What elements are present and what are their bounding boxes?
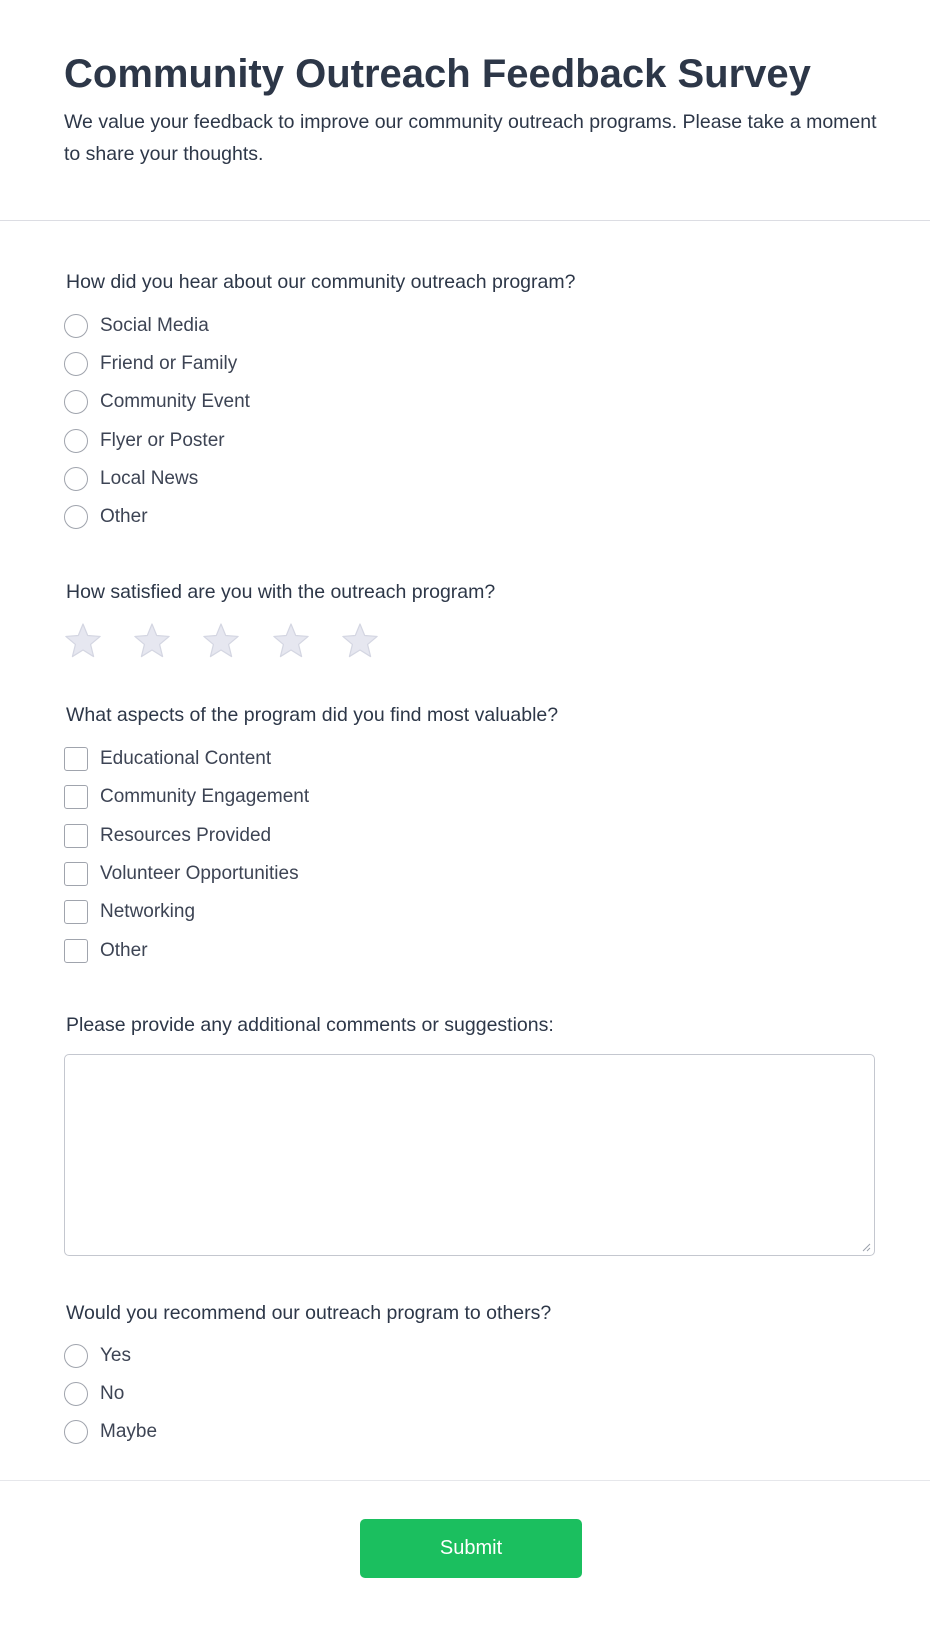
radio-button[interactable] bbox=[64, 390, 88, 414]
radio-option-heard-flyer-poster[interactable] bbox=[64, 428, 464, 454]
resize-grip-icon[interactable] bbox=[861, 1242, 871, 1252]
question-heard-about: How did you hear about our community outreach program? bbox=[66, 271, 576, 293]
option-label: Yes bbox=[100, 1345, 131, 1366]
checkbox-option-community-engagement[interactable] bbox=[64, 784, 464, 810]
radio-button[interactable] bbox=[64, 1344, 88, 1368]
checkbox[interactable] bbox=[64, 824, 88, 848]
option-label: No bbox=[100, 1383, 125, 1404]
option-label: Community Event bbox=[100, 391, 250, 412]
option-label: Friend or Family bbox=[100, 353, 238, 374]
radio-button[interactable] bbox=[64, 352, 88, 376]
star-icon-1[interactable] bbox=[64, 622, 102, 660]
radio-option-recommend-no[interactable] bbox=[64, 1381, 464, 1407]
radio-button[interactable] bbox=[64, 467, 88, 491]
option-label: Flyer or Poster bbox=[100, 430, 225, 451]
option-label: Educational Content bbox=[100, 748, 272, 769]
question-valuable-aspects: What aspects of the program did you find most valuable? bbox=[66, 704, 559, 726]
radio-button[interactable] bbox=[64, 1420, 88, 1444]
checkbox[interactable] bbox=[64, 747, 88, 771]
radio-option-heard-local-news[interactable] bbox=[64, 466, 464, 492]
option-label: Local News bbox=[100, 468, 199, 489]
comments-textarea[interactable] bbox=[64, 1054, 875, 1256]
option-label: Networking bbox=[100, 901, 196, 922]
survey-header bbox=[0, 0, 930, 221]
checkbox[interactable] bbox=[64, 862, 88, 886]
radio-button[interactable] bbox=[64, 505, 88, 529]
radio-option-heard-community-event[interactable] bbox=[64, 389, 464, 415]
footer-divider bbox=[0, 1480, 930, 1481]
checkbox-option-networking[interactable] bbox=[64, 899, 464, 925]
checkbox[interactable] bbox=[64, 900, 88, 924]
radio-option-recommend-maybe[interactable] bbox=[64, 1419, 464, 1445]
option-label: Maybe bbox=[100, 1421, 158, 1442]
checkbox-option-resources-provided[interactable] bbox=[64, 823, 464, 849]
question-recommend: Would you recommend our outreach program to others? bbox=[66, 1302, 552, 1324]
checkbox[interactable] bbox=[64, 785, 88, 809]
submit-button[interactable]: Submit bbox=[360, 1519, 582, 1578]
radio-button[interactable] bbox=[64, 1382, 88, 1406]
option-label: Social Media bbox=[100, 315, 209, 336]
survey-description: We value your feedback to improve our community outreach programs. Please take a moment to share your thoughts. bbox=[64, 111, 877, 165]
page-title: Community Outreach Feedback Survey bbox=[64, 52, 811, 96]
radio-button[interactable] bbox=[64, 429, 88, 453]
question-satisfaction: How satisfied are you with the outreach program? bbox=[66, 581, 496, 603]
option-label: Community Engagement bbox=[100, 786, 310, 807]
star-icon-4[interactable] bbox=[272, 622, 310, 660]
star-rating[interactable] bbox=[64, 622, 394, 660]
radio-button[interactable] bbox=[64, 314, 88, 338]
checkbox[interactable] bbox=[64, 939, 88, 963]
question-comments: Please provide any additional comments or suggestions: bbox=[66, 1014, 554, 1036]
radio-option-heard-social-media[interactable] bbox=[64, 313, 464, 339]
star-icon-5[interactable] bbox=[341, 622, 379, 660]
checkbox-option-other[interactable] bbox=[64, 938, 464, 964]
radio-option-heard-other[interactable] bbox=[64, 504, 464, 530]
option-label: Other bbox=[100, 506, 148, 527]
star-icon-3[interactable] bbox=[202, 622, 240, 660]
option-label: Resources Provided bbox=[100, 825, 272, 846]
star-icon-2[interactable] bbox=[133, 622, 171, 660]
radio-option-recommend-yes[interactable] bbox=[64, 1343, 464, 1369]
option-label: Volunteer Opportunities bbox=[100, 863, 299, 884]
option-label: Other bbox=[100, 940, 148, 961]
radio-option-heard-friend-family[interactable] bbox=[64, 351, 464, 377]
checkbox-option-volunteer-opportunities[interactable] bbox=[64, 861, 464, 887]
checkbox-option-educational-content[interactable] bbox=[64, 746, 464, 772]
